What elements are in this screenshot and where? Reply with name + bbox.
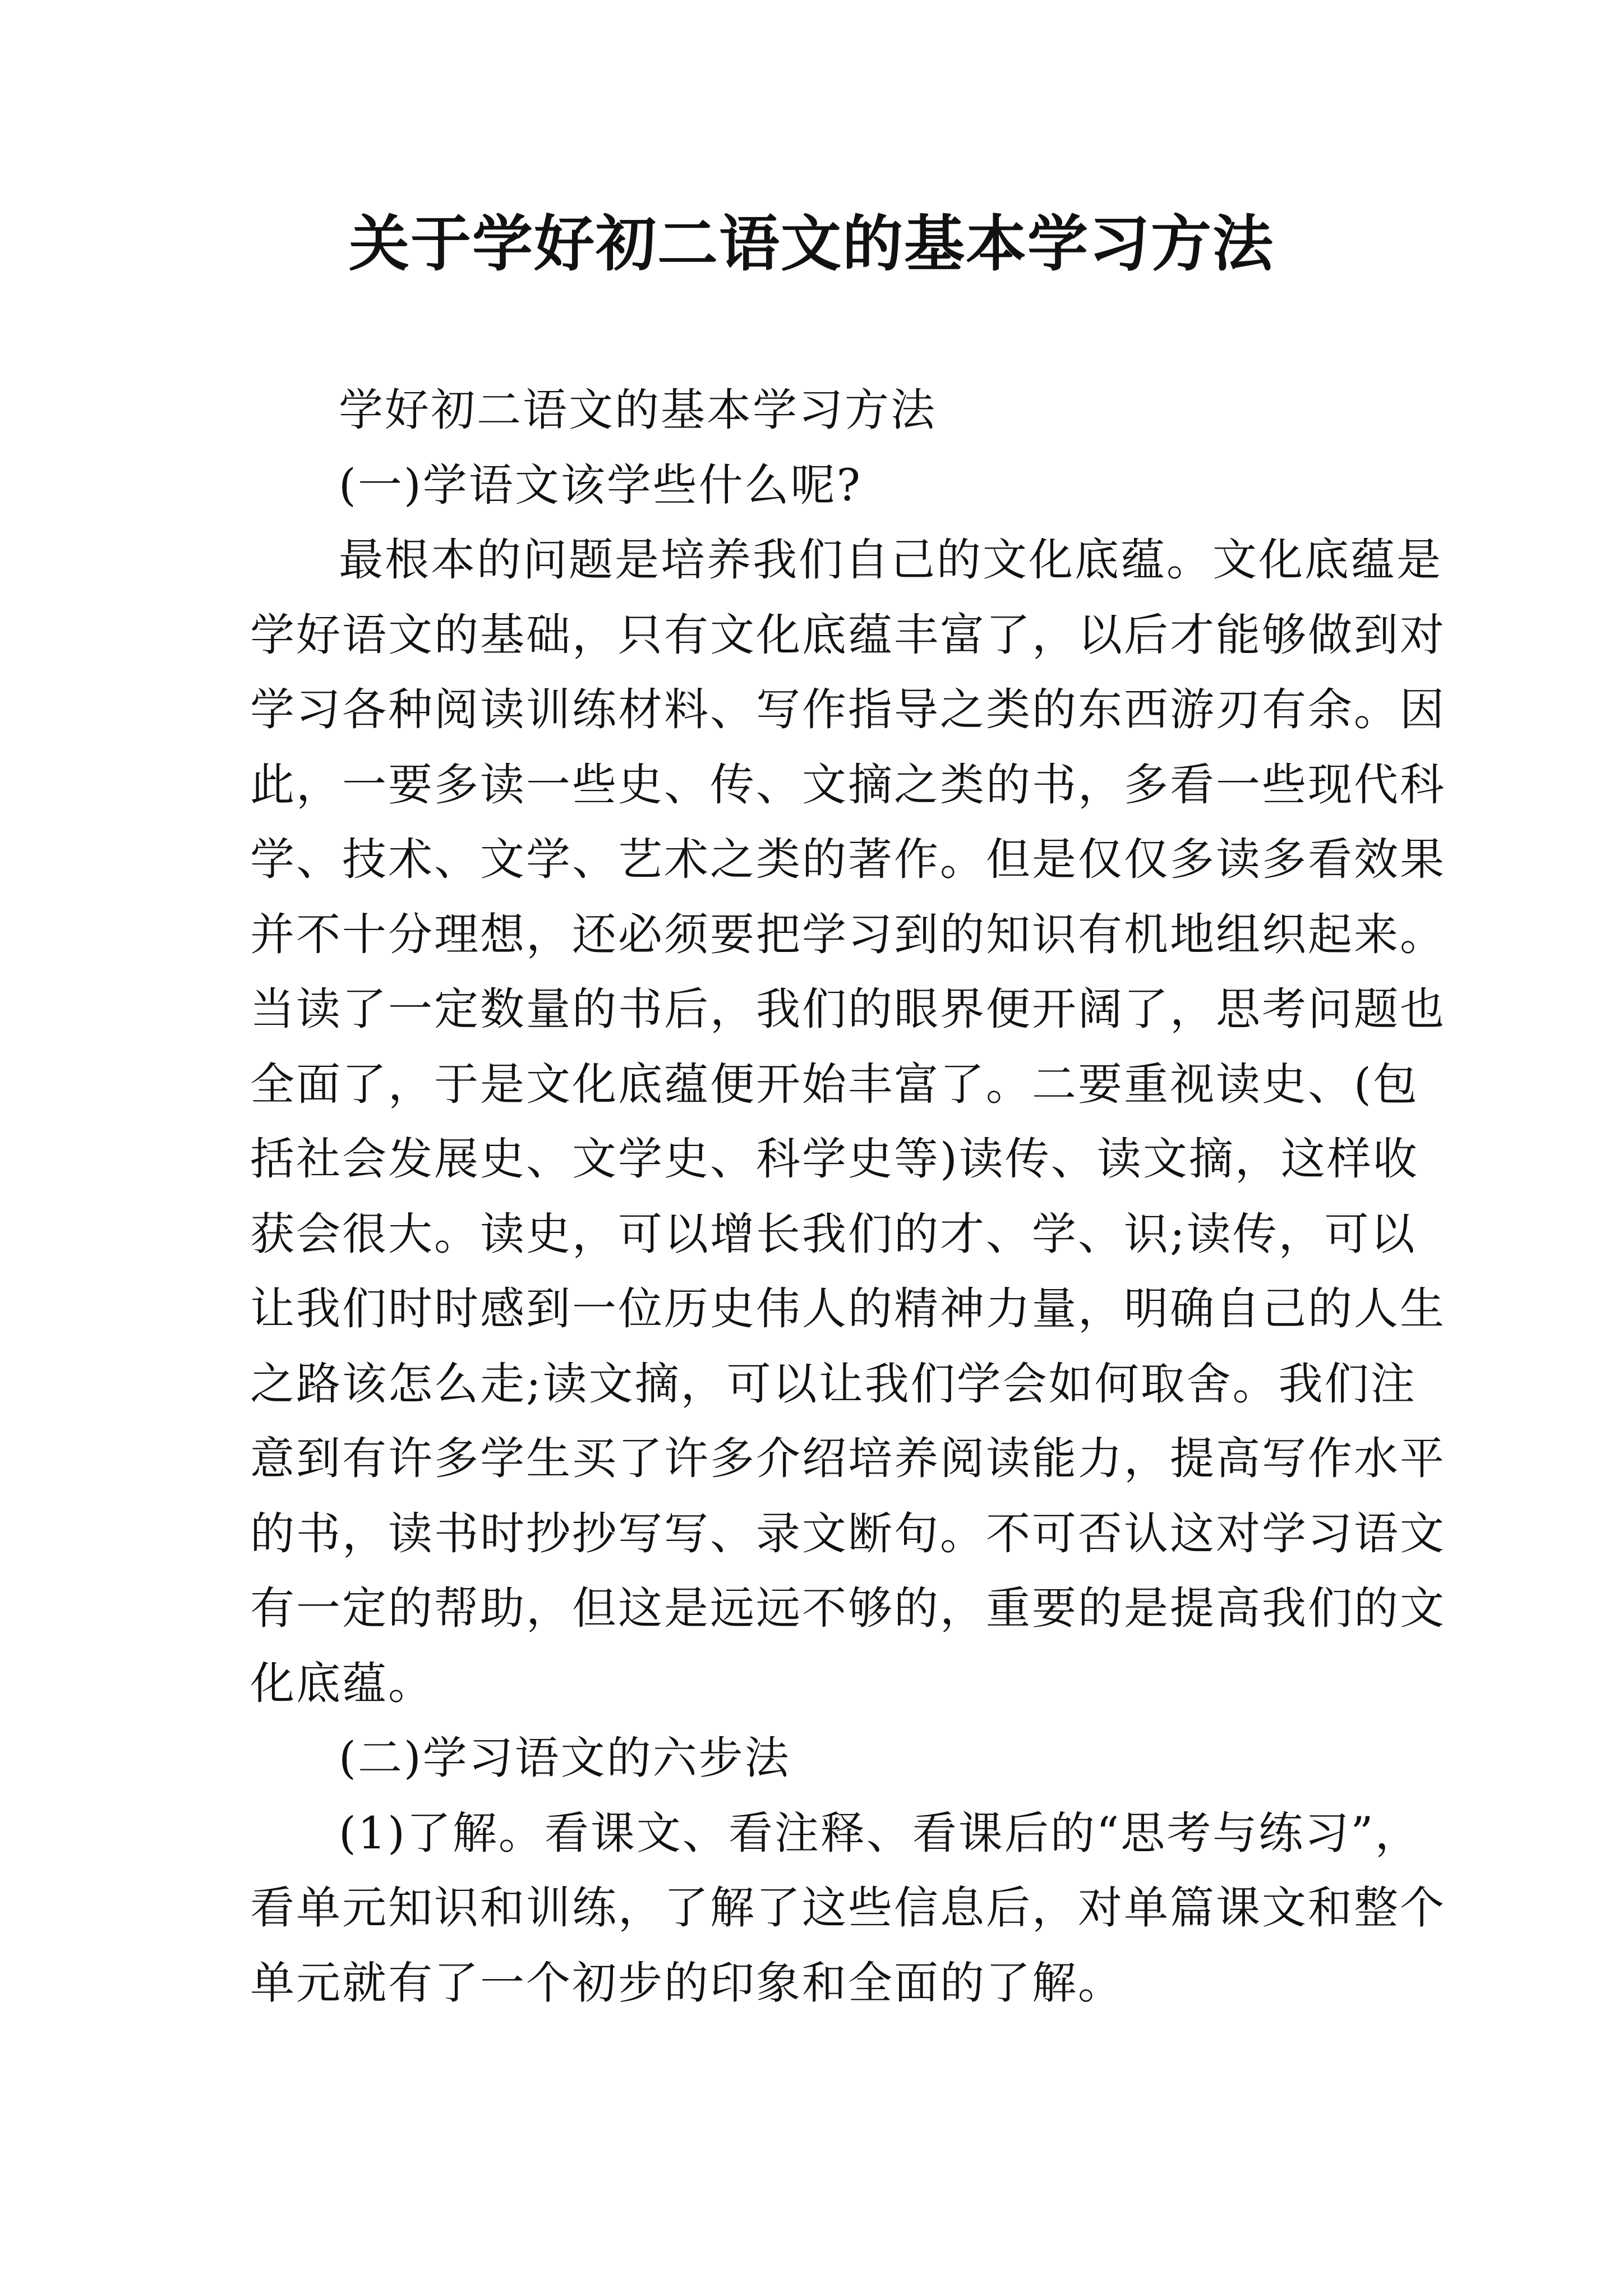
paragraph-line: 单元就有了一个初步的印象和全面的了解。 bbox=[250, 1957, 1124, 2009]
paragraph-line: 看单元知识和训练，了解了这些信息后，对单篇课文和整个 bbox=[250, 1882, 1446, 1934]
paragraph-line: 最根本的问题是培养我们自己的文化底蕴。文化底蕴是 bbox=[339, 534, 1442, 586]
paragraph-line: 获会很大。读史，可以增长我们的才、学、识;读传，可以 bbox=[250, 1208, 1417, 1260]
paragraph-line: 的书，读书时抄抄写写、录文断句。不可否认这对学习语文 bbox=[250, 1507, 1446, 1559]
paragraph-line: 化底蕴。 bbox=[250, 1657, 434, 1709]
subsection-heading: (一)学语文该学些什么呢? bbox=[339, 459, 862, 511]
paragraph-line: 当读了一定数量的书后，我们的眼界便开阔了，思考问题也 bbox=[250, 983, 1446, 1035]
paragraph-line: 学好语文的基础，只有文化底蕴丰富了，以后才能够做到对 bbox=[250, 609, 1446, 661]
paragraph-line: 有一定的帮助，但这是远远不够的，重要的是提高我们的文 bbox=[250, 1582, 1446, 1634]
paragraph-line: 让我们时时感到一位历史伟人的精神力量，明确自己的人生 bbox=[250, 1283, 1446, 1335]
document-body bbox=[250, 373, 1446, 2021]
document-title: 关于学好初二语文的基本学习方法 bbox=[348, 209, 1274, 279]
subsection-heading: (二)学习语文的六步法 bbox=[339, 1732, 791, 1784]
paragraph-line: 学习各种阅读训练材料、写作指导之类的东西游刃有余。因 bbox=[250, 684, 1446, 735]
paragraph-line: 括社会发展史、文学史、科学史等)读传、读文摘，这样收 bbox=[250, 1133, 1419, 1185]
paragraph-line: (1)了解。看课文、看注释、看课后的“思考与练习”， bbox=[339, 1807, 1421, 1859]
paragraph-line: 全面了，于是文化底蕴便开始丰富了。二要重视读史、(包 bbox=[250, 1058, 1419, 1110]
section-heading: 学好初二语文的基本学习方法 bbox=[339, 384, 937, 436]
paragraph-line: 之路该怎么走;读文摘，可以让我们学会如何取舍。我们注 bbox=[250, 1358, 1417, 1410]
paragraph-line: 意到有许多学生买了许多介绍培养阅读能力，提高写作水平 bbox=[250, 1433, 1446, 1484]
paragraph-line: 并不十分理想，还必须要把学习到的知识有机地组织起来。 bbox=[250, 908, 1446, 960]
paragraph-line: 学、技术、文学、艺术之类的著作。但是仅仅多读多看效果 bbox=[250, 834, 1446, 885]
paragraph-line: 此，一要多读一些史、传、文摘之类的书，多看一些现代科 bbox=[250, 758, 1446, 811]
